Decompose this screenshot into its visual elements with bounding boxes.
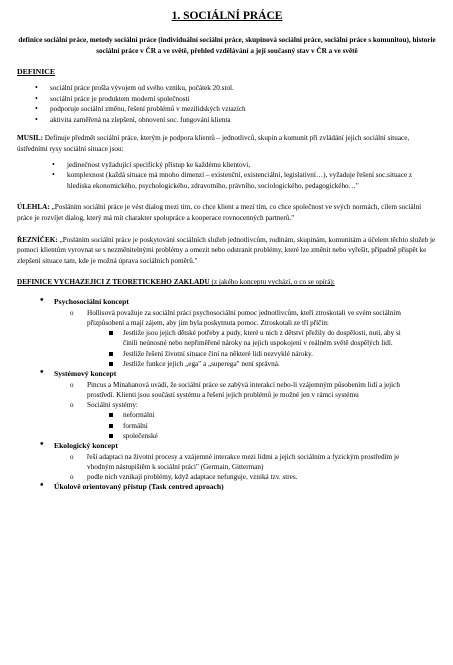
intro-text: definice sociální práce, metody sociální práce (individuální sociální práce, skupinová sociální práce, sociální práce s komunitou), historie sociální práce v ČR a ve světě, přehled vzdělávání a její současný stav v ČR a ve světě bbox=[18, 36, 436, 55]
uhlela-paragraph bbox=[17, 202, 437, 223]
concept-heading: • Úkolově orientovaný přístup (Task centred aproach) bbox=[17, 482, 437, 493]
reznicek-lead: ŘEZNÍČEK: bbox=[17, 235, 58, 244]
theory-heading-main: DEFINICE VYCHAZEJICI Z TEORETICKEHO ZAKLADU bbox=[17, 278, 210, 287]
concept-subitem: společenské bbox=[17, 431, 437, 441]
definice-heading: DEFINICE bbox=[17, 67, 56, 76]
concept-heading: • Psychosociální koncept bbox=[17, 297, 437, 308]
musil-list bbox=[17, 160, 437, 192]
musil-lead: MUSIL: bbox=[17, 134, 43, 143]
list-item: • aktivita zaměřená na zlepšení, obnovení soc. fungování klienta bbox=[17, 115, 437, 126]
uhlela-text: „Posláním sociální práce je vést dialog mezi tím, co chce klient a mezi tím, co chce společnost ve svých normách, cílem sociální práce je rozvíjet dialog, který má mít charakter spolupráce a kooperace rovnocenných partnerů." bbox=[17, 203, 422, 222]
theory-heading bbox=[17, 277, 437, 288]
concept-heading: • Ekologický koncept bbox=[17, 441, 437, 452]
concept-item: o Sociální systémy: bbox=[17, 400, 437, 410]
list-item: • podporuje sociální změnu, řešení problémů v mezilidských vztazích bbox=[17, 104, 437, 115]
document-page bbox=[17, 10, 437, 493]
list-item: • sociální práce prošla vývojem od svého vzniku, počátek 20.stol. bbox=[17, 83, 437, 94]
reznicek-text: „Posláním sociální práce je poskytování sociálních služeb jednotlivcům, rodinám, skupinám, komunitám a účelem těchto služeb je pomoci klientům vyrovnat se s nezměnitelnými problémy a omezit nebo odstranit problémy, které lze změnit nebo vyřešit, případně přispět ke zlepšení situace tam, kde je možná úprava sociálních poměrů." bbox=[17, 235, 436, 265]
theory-heading-rest: (z jakého konceptu vychází, o co se opírá): bbox=[209, 278, 335, 287]
concept-item: o Pincus a Minahanová uvádí, že sociální práce se zabývá interakcí nebo-li vzájemným působením lidí a jejich prostředí. Klienti jsou součástí systému a řešení jejich problémů je možné jen v rámci systému bbox=[17, 380, 437, 400]
musil-paragraph bbox=[17, 133, 437, 154]
list-item: • komplexnost (každá situace má mnoho dimenzí – existenční, existenciální, legislativní…), vyžaduje řešení soc.situace z hlediska ekonomického, psychologického, zdravotního, právního, sociologického, pedagogického…" bbox=[17, 170, 437, 191]
page-title: 1. SOCIÁLNÍ PRÁCE bbox=[171, 10, 283, 22]
concept-heading: • Systémový koncept bbox=[17, 369, 437, 380]
concept-subitem: neformální bbox=[17, 410, 437, 420]
list-item: • sociální práce je produktem moderní společnosti bbox=[17, 94, 437, 105]
concept-item: o Hollisová považuje za sociální práci psychosociální pomoc jednotlivcům, kteří ztroskotali ve svém sociálním přizpůsobení a mají zájem, aby jim byla poskytnuta pomoc. Ztroskotali ze tří příčin: bbox=[17, 308, 437, 328]
concept-item: o podle nich vznikají problémy, když adaptace nefunguje, vzniká tzv. stres. bbox=[17, 472, 437, 482]
concept-subitem: Jestliže jsou jejich dětské potřeby a pudy, které u nich z dětství přežily do dospělosti, nutí, aby si činili neúnosné nebo nepřiměřené nároky na jejich uspokojení v reálném světě dospělých lidí. bbox=[17, 328, 437, 348]
concept-item: o řeší adaptaci na životní procesy a vzájemné interakce mezi lidmi a jejich sociálním a fyzickým prostředím je vhodným nástupištěm k sociální práci" (Germain, Gitterman) bbox=[17, 452, 437, 472]
definice-list bbox=[17, 83, 437, 125]
list-item: • jedinečnost vyžadující specifický přístup ke každému klientovi, bbox=[17, 160, 437, 171]
concept-list bbox=[17, 297, 437, 493]
uhlela-lead: ÚLEHLA: bbox=[17, 203, 50, 212]
concept-subitem: Jestliže řešení životní situace činí na některé lidi nezvyklé nároky. bbox=[17, 349, 437, 359]
reznicek-paragraph bbox=[17, 235, 437, 267]
musil-text: Definuje předmět sociální práce, kterým je podpora klientů – jednotlivců, skupin a komunit při zvládání jejich sociální situace, ústředními rysy sociální situace jsou: bbox=[17, 134, 410, 153]
concept-subitem: Jestliže funkce jejich „ega" a „superega" není správná. bbox=[17, 359, 437, 369]
concept-subitem: formální bbox=[17, 421, 437, 431]
